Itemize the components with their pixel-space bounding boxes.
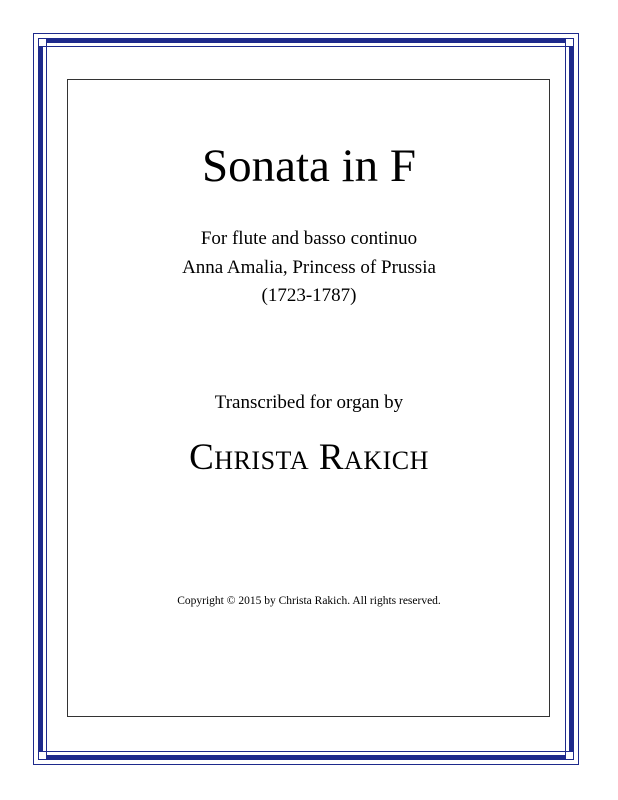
arranger-name: Christa Rakich — [189, 437, 429, 478]
corner-ornament-bottom-left — [38, 751, 47, 760]
corner-ornament-top-right — [565, 38, 574, 47]
composer-dates: (1723-1787) — [261, 285, 357, 306]
page-title: Sonata in F — [201, 140, 417, 192]
transcription-note: Transcribed for organ by — [214, 392, 404, 413]
composer-line: Anna Amalia, Princess of Prussia — [182, 257, 436, 278]
copyright-notice: Copyright © 2015 by Christa Rakich. All rights reserved. — [177, 595, 441, 607]
corner-ornament-bottom-right — [565, 751, 574, 760]
instrumentation-line: For flute and basso continuo — [200, 228, 418, 249]
corner-ornament-top-left — [38, 38, 47, 47]
